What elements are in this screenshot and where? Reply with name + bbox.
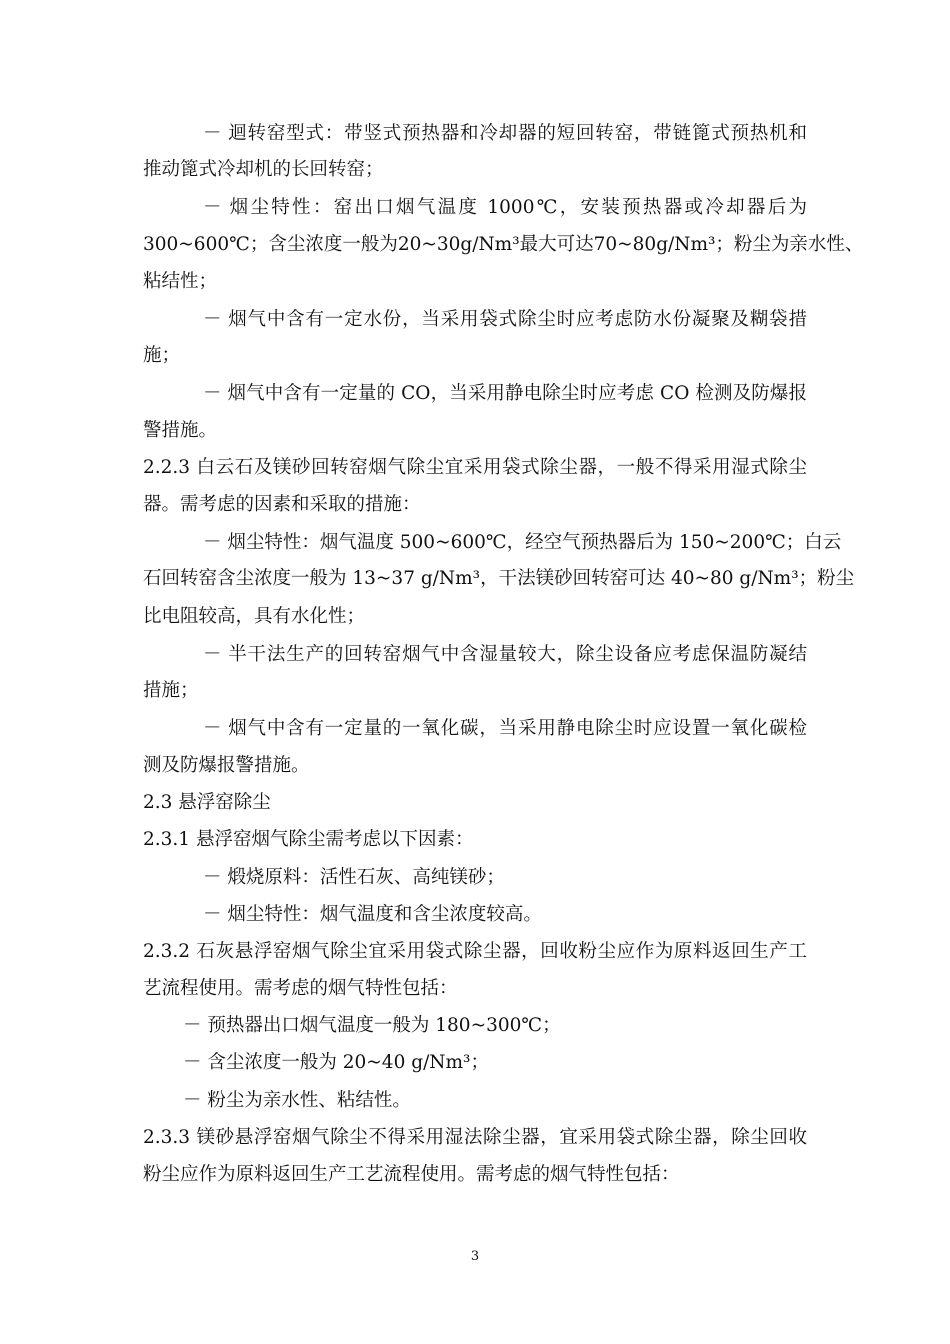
- list-item: － 含尘浓度一般为 20~40 g/Nm³；: [183, 1052, 489, 1073]
- list-item: － 粉尘为亲水性、粘结性。: [183, 1090, 411, 1111]
- section-heading: 2.3.1 悬浮窑烟气除尘需考虑以下因素：: [143, 829, 474, 850]
- text-line: － 烟气中含有一定量的 CO，当采用静电除尘时应考虑 CO 检测及防爆报: [203, 383, 807, 404]
- text-line: 施；: [143, 345, 181, 366]
- list-item: － 煅烧原料：活性石灰、高纯镁砂；: [203, 867, 505, 888]
- section-heading: 2.3.3 镁砂悬浮窑烟气除尘不得采用湿法除尘器，宜采用袋式除尘器，除尘回收: [143, 1127, 807, 1148]
- page-number: 3: [470, 1249, 480, 1264]
- section-heading: 2.3 悬浮窑除尘: [143, 792, 271, 813]
- text-line: － 烟气中含有一定水份，当采用袋式除尘时应考虑防水份凝聚及糊袋措: [203, 309, 807, 330]
- text-line: 石回转窑含尘浓度一般为 13~37 g/Nm³，干法镁砂回转窑可达 40~80 g/Nm³；粉尘: [143, 568, 855, 589]
- section-heading: 2.2.3 白云石及镁砂回转窑烟气除尘宜采用袋式除尘器，一般不得采用湿式除尘: [143, 457, 807, 478]
- list-item: － 烟尘特性：烟气温度和含尘浓度较高。: [203, 904, 542, 925]
- text-line: － 迴转窑型式：带竖式预热器和冷却器的短回转窑，带链篦式预热机和: [203, 123, 807, 144]
- text-line: － 烟尘特性：烟气温度 500~600℃，经空气预热器后为 150~200℃；白云: [203, 532, 842, 553]
- text-line: 警措施。: [143, 420, 218, 441]
- text-line: 测及防爆报警措施。: [143, 755, 310, 776]
- text-line: － 烟尘特性：窑出口烟气温度 1000℃，安装预热器或冷却器后为: [203, 197, 807, 218]
- text-line: 器。需考虑的因素和采取的措施：: [143, 494, 421, 515]
- text-line: 粉尘应作为原料返回生产工艺流程使用。需考虑的烟气特性包括：: [143, 1164, 680, 1185]
- text-line: 粘结性；: [143, 271, 218, 292]
- text-line: 300~600℃；含尘浓度一般为20~30g/Nm³最大可达70~80g/Nm³；粉尘为亲水性、: [143, 234, 864, 255]
- list-item: － 预热器出口烟气温度一般为 180~300℃；: [183, 1015, 561, 1036]
- section-heading: 2.3.2 石灰悬浮窑烟气除尘宜采用袋式除尘器，回收粉尘应作为原料返回生产工: [143, 941, 807, 962]
- text-line: 比电阻较高，具有水化性；: [143, 606, 366, 627]
- text-line: 推动篦式冷却机的长回转窑；: [143, 159, 384, 180]
- text-line: － 烟气中含有一定量的一氧化碳，当采用静电除尘时应设置一氧化碳检: [203, 718, 807, 739]
- text-line: 艺流程使用。需考虑的烟气特性包括：: [143, 978, 458, 999]
- text-line: － 半干法生产的回转窑烟气中含湿量较大，除尘设备应考虑保温防凝结: [203, 644, 807, 665]
- text-line: 措施；: [143, 680, 199, 701]
